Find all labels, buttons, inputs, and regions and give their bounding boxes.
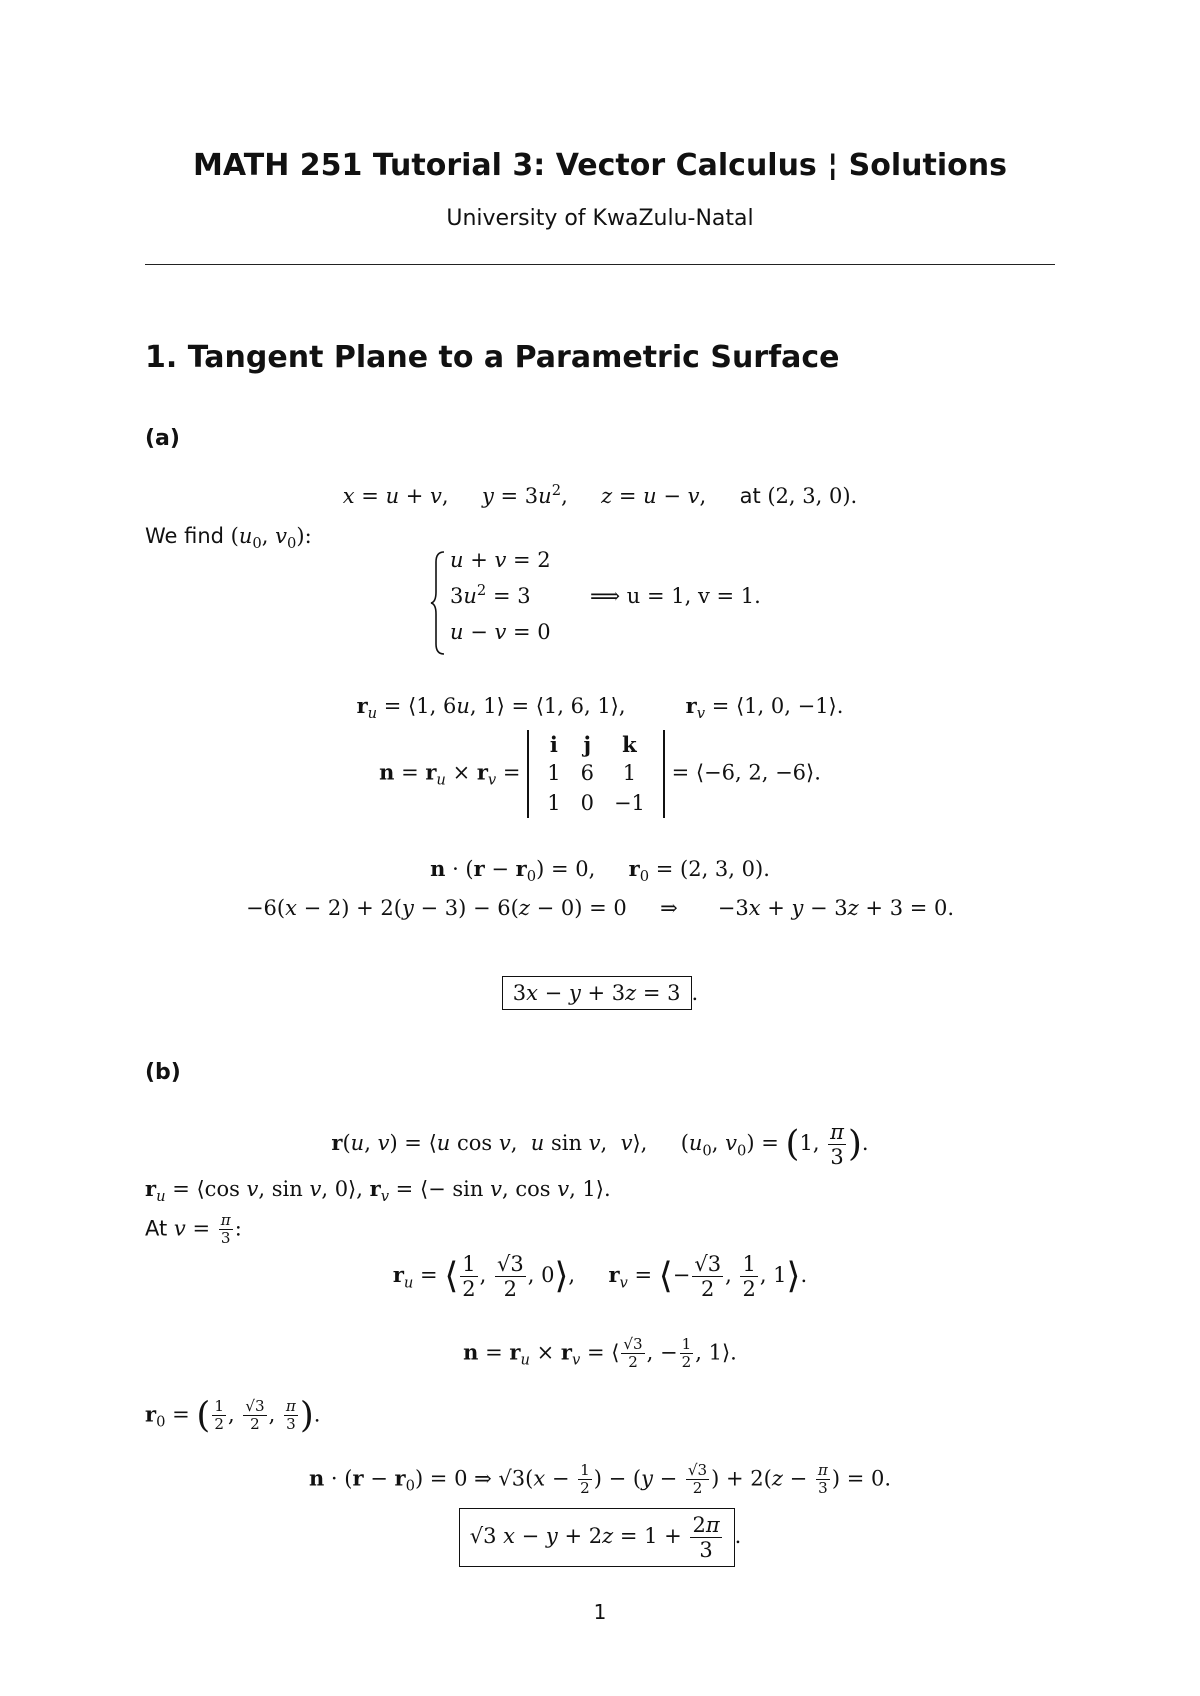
section-heading: 1. Tangent Plane to a Parametric Surface: [145, 340, 840, 375]
system-solution: ⟹ u = 1, v = 1.: [590, 584, 761, 608]
document-title: MATH 251 Tutorial 3: Vector Calculus ¦ Solutions: [193, 148, 1007, 183]
answer-box-b: √3 x − y + 2z = 1 + $\frac{2\pi}{3}$ .: [0, 1508, 1200, 1567]
equation-r0-b: $r_0$ = ( $\frac{1}{2}$ , $\frac{√3}{2}$ , $\frac{\pi}{3}$ ).: [145, 1394, 321, 1436]
determinant-matrix: i j k 1 6 1 1 0 −1: [527, 730, 665, 818]
system-eq-1: u + v = 2: [450, 548, 551, 572]
equation-surface-a: x = u + v, $y = 3u^2$, z = u − v, at (2, 3, 0).: [342, 482, 858, 508]
equation-partials-b: $r_u$ = ⟨cos v, sin v, 0⟩, $r_v$ = ⟨− sin v, cos v, 1⟩.: [145, 1176, 611, 1206]
equation-plane-form-a: $n \cdot (r - r_0) = 0$, $r_0 = (2$, 3, 0).: [430, 856, 770, 886]
at-v-line: At v = $\frac{\pi}{3}$ :: [145, 1211, 242, 1248]
at-text: At: [145, 1216, 168, 1241]
equation-plane-expanded-b: $n \cdot (r - r_0) = 0$ ⇒ √3(x − $\frac{1}{2}$ ) − (y − $\frac{√3}{2}$ ) + 2(z − $\frac{\pi}{3}$ ) = 0.: [308, 1461, 892, 1498]
we-find-suffix: :: [304, 524, 312, 548]
left-brace-icon: [430, 550, 446, 656]
equation-surface-b: r(u, v) = ⟨u cos v, u sin v, v⟩, ($u_0$, $v_0) = (1$, $\frac{\pi}{3}$ ).: [331, 1120, 869, 1170]
answer-box-a: 3x − y + 3z = 3 .: [0, 976, 1200, 1010]
system-of-equations: [430, 548, 830, 656]
we-find-text: We find: [145, 524, 224, 548]
document-subtitle: University of KwaZulu-Natal: [446, 206, 754, 231]
equation-plane-expanded-a: −6(x − 2) + 2(y − 3) − 6(z − 0) = 0 ⇒ −3x + y − 3z + 3 = 0.: [245, 896, 955, 920]
we-find-line: We find ($u_0$, $v_0$):: [145, 524, 312, 553]
part-b-label: (b): [145, 1060, 181, 1085]
system-eq-2: $3u^2 = 3$: [450, 582, 531, 608]
header-rule: [145, 264, 1055, 265]
system-eq-3: u − v = 0: [450, 620, 551, 644]
equation-cross-product-a: $n = r_u \times r_v$ = i j k 1 6 1 1 0 −1 = ⟨−6, 2, −6⟩.: [0, 730, 1200, 818]
equation-partials-evaluated-b: $r_u$ = ⟨ $\frac{1}{2}$ , $\frac{√3}{2}$ , 0⟩, $r_v$ = ⟨− $\frac{√3}{2}$ , $\frac{1}{2}$ , 1⟩.: [392, 1252, 808, 1302]
part-a-label: (a): [145, 426, 180, 451]
equation-cross-product-b: $n = r_u \times r_v$ = ⟨ $\frac{√3}{2}$ , − $\frac{1}{2}$ , 1⟩.: [463, 1335, 737, 1372]
page-number: 1: [593, 1600, 607, 1624]
equation-partials-a: $r_u$ = ⟨1, 6u, 1⟩ = ⟨1, 6, 1⟩, $r_v$ = ⟨1, 0, −1⟩.: [356, 693, 844, 723]
